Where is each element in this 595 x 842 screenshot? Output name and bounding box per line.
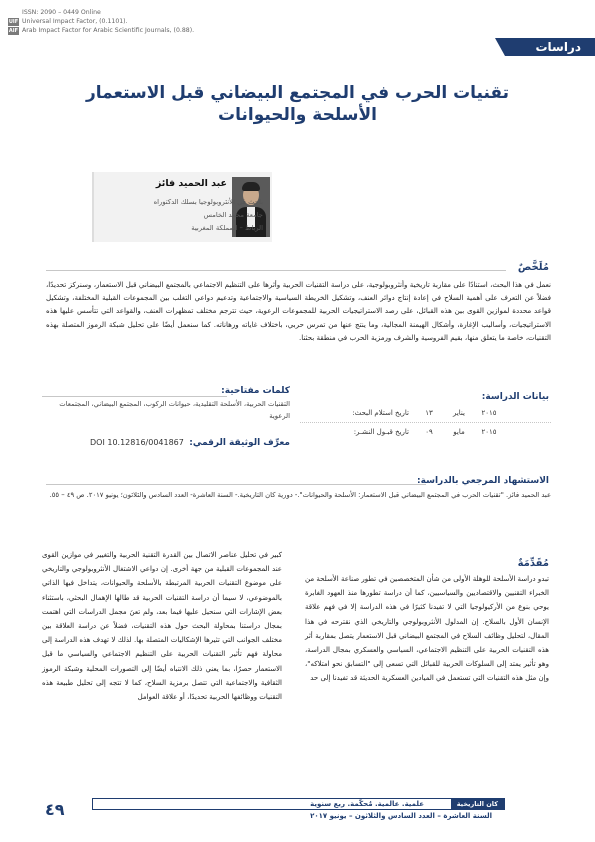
citation-title: الاستشهاد المرجعي بالدراسة:	[417, 476, 549, 486]
issn-row	[8, 8, 308, 17]
keywords-title: كلمات مفتاحية:	[221, 386, 290, 396]
abstract-title: مُلَخَّصٌ	[517, 262, 549, 273]
divider	[300, 422, 551, 423]
aif-badge: AIF	[8, 27, 19, 34]
uif-badge: UIF	[8, 18, 19, 25]
title-line-2: الأسلحة والحيوانات	[218, 105, 377, 125]
divider	[46, 484, 426, 485]
author-affiliation-line: الرباط – المملكة المغربية	[191, 224, 263, 232]
doi-title: معرِّف الوثيقة الرقمي:	[189, 438, 290, 448]
study-data-title: بيانات الدراسة:	[481, 392, 549, 402]
abstract-text: نعمل في هذا البحث، استنادًا على مقاربة تاريخية وأنثروبولوجية، على دراسة التقنيات الحربية وأثرها على التنظيم الاجتماعي بالمجتمع البيضاني قبل الاستعمار، وسنركز تحديدًا، فضلاً عن التعرف على أهمية السلاح في إعادة إنتاج دوائر العنف، وتشكيل الخريطة السياسية والاجتماعية وتدعيم دواعي التغلب بين المجموعات القبلية المختلفة، وتشكيل قواعد محددة لموازين القوى بين هذه القبائل، على رصد الاستراتيجيات الحربية للمجموعات الرعوية، حيث تترجم مختلف تمظهرات العنف، والقواعد التي تتأسس عليها هذه الاستراتيجيات، وأساليب الإغارة، وأشكال الهيمنة المجالية، وما ينتج عنها من تمرس حربي، باختلاف غاياته ورهاناته. كما سنعمل أيضًا على تحليل شبكة الرموز المتصلة بهذه التقنيات، خاصة ما يتعلق منها، بقيم الفروسية والشرف ورمزية الحرب في منطقة بحثنا.	[46, 280, 551, 342]
uif-text: Universal Impact Factor, (0.1101).	[22, 18, 128, 25]
doi-link[interactable]: DOI 10.12816/0041867	[90, 438, 184, 447]
aif-row	[8, 26, 308, 35]
study-data	[319, 404, 549, 442]
received-row	[319, 404, 549, 423]
title-line-1: تقنيات الحرب في المجتمع البيضاني قبل الاستعمار	[85, 83, 510, 103]
author-affiliation-line: جامعة محمد الخامس	[203, 211, 263, 219]
journal-metadata	[8, 8, 308, 35]
accepted-row	[319, 423, 549, 442]
accepted-month: مايو	[453, 428, 465, 436]
page-number: ٤٩	[45, 800, 65, 819]
footer-issue: السنة العاشرة – العدد السادس والثلاثون – يونيو ٢٠١٧	[310, 812, 492, 820]
section-label: دراسات	[505, 38, 595, 56]
uif-row	[8, 17, 308, 26]
accepted-year: ٢٠١٥	[481, 428, 497, 436]
footer-bar	[92, 798, 505, 810]
footer-tagline: علمية. عالمية. مُحكَّمة. ربع سنوية	[310, 800, 424, 808]
accepted-day: ٠٩	[425, 428, 433, 436]
introduction-title: مُقَدِّمَةٌ	[517, 558, 549, 569]
author-affiliation	[103, 196, 263, 235]
aif-text: Arab Impact Factor for Arabic Scientific Journals, (0.88).	[22, 27, 195, 34]
author-name: عبد الحميد فائز	[155, 178, 227, 189]
footer-journal-name: كان التاريخية	[451, 799, 504, 809]
author-affiliation-line: باحث في الأنثروبولوجيا بسلك الدكتوراه	[153, 198, 263, 206]
received-month: يناير	[452, 409, 465, 417]
article-title	[60, 82, 535, 126]
keywords-text: التقنيات الحربية، الأسلحة التقليدية، حيوانات الركوب، المجتمع البيضاني، المجتمعات الرعوية	[59, 400, 290, 420]
received-day: ١٣	[425, 409, 433, 417]
body-column-left: كبير في تحليل عناصر الاتصال بين القدرة التقنية الحربية والتغيير في موازين القوى عند المجموعات القبلية من جهة أخرى. إن دواعي الاشتغال الأنثروبولوجي والتاريخي على موضوع التقنيات الحربية المرتبطة بالأسلحة والحيوانات، يتداخل فيها الذاتي بالموضوعي، لا سيما أن دراسة التقنيات الحربية قد طالها الإهمال البحثي، باستثناء بعض الإشارات التي سنحيل عليها فيما بعد، ولم تعنَ مجمل الدراسات التي اهتمت بمجال دراستنا بمحاولة البحث حول هذه التقنيات، فضلاً عن دراسة العلاقة بين مختلف الجوانب التي تثيرها الإشكاليات المتصلة بها. لذلك لا تهدف هذه الدراسة إلى محاولة فهم تأثير التقنيات الحربية على التنظيم الاجتماعي والسياسي ما قبل الاستعمار حصرًا، بما يعني ذلك الانتباه أيضًا إلى التصورات المحلية وشبكة الرموز الثقافية والاجتماعية التي تتصل برمزية السلاح، كما لا تتجه إلى تحليل طبيعة هذه التقنيات ووظائفها الحربية تحديدًا، أو علاقة العوامل	[42, 551, 282, 702]
citation-text: عبد الحميد فائز. "تقنيات الحرب في المجتمع البيضاني قبل الاستعمار: الأسلحة والحيوانات".- دورية كان التاريخية.- السنة العاشرة- العدد السادس والثلاثون؛ يونيو ٢٠١٧. ص ٤٩ – ٥٥.	[49, 491, 551, 499]
accepted-label: تاريخ قبـول النشـر:	[353, 428, 409, 436]
issn-text: ISSN: 2090 – 0449 Online	[22, 9, 101, 16]
divider	[46, 270, 506, 271]
divider	[42, 396, 227, 397]
received-label: تاريخ استلام البحث:	[352, 409, 409, 417]
body-column-right: تبدو دراسة الأسلحة للوهلة الأولى من شأن المتخصصين في تطور صناعة الأسلحة من الخبراء التقنيين والاقتصاديين والسياسيين، كما أن دراسة تطورها منذ العهود الغابرة يوحي بنوع من الأركيولوجيا التي لا تفيدنا كثيرًا في هذه الدراسة إلا في فهم علاقة الإنسان الأول بالسلاح. إن المدلول الأنثروبولوجي والتاريخي الذي نقترحه في هذا المقال، لتحليل وظائف السلاح في المجتمع البيضاني قبل الاستعمار يتصل بمقاربة أثر هذه التقنيات الحربية على التنظيم الاجتماعي، السياسي والعسكري بمجال الدراسة، وهو تأثير يمتد إلى السلوكات الحربية للقبائل التي تسعى إلى "التسابق نحو امتلاكه"، وإن مثل هذه التقنيات التي تستعمل في الميادين العسكرية الحديثة قد تفيدنا إلى حد	[305, 575, 549, 683]
received-year: ٢٠١٥	[481, 409, 497, 417]
